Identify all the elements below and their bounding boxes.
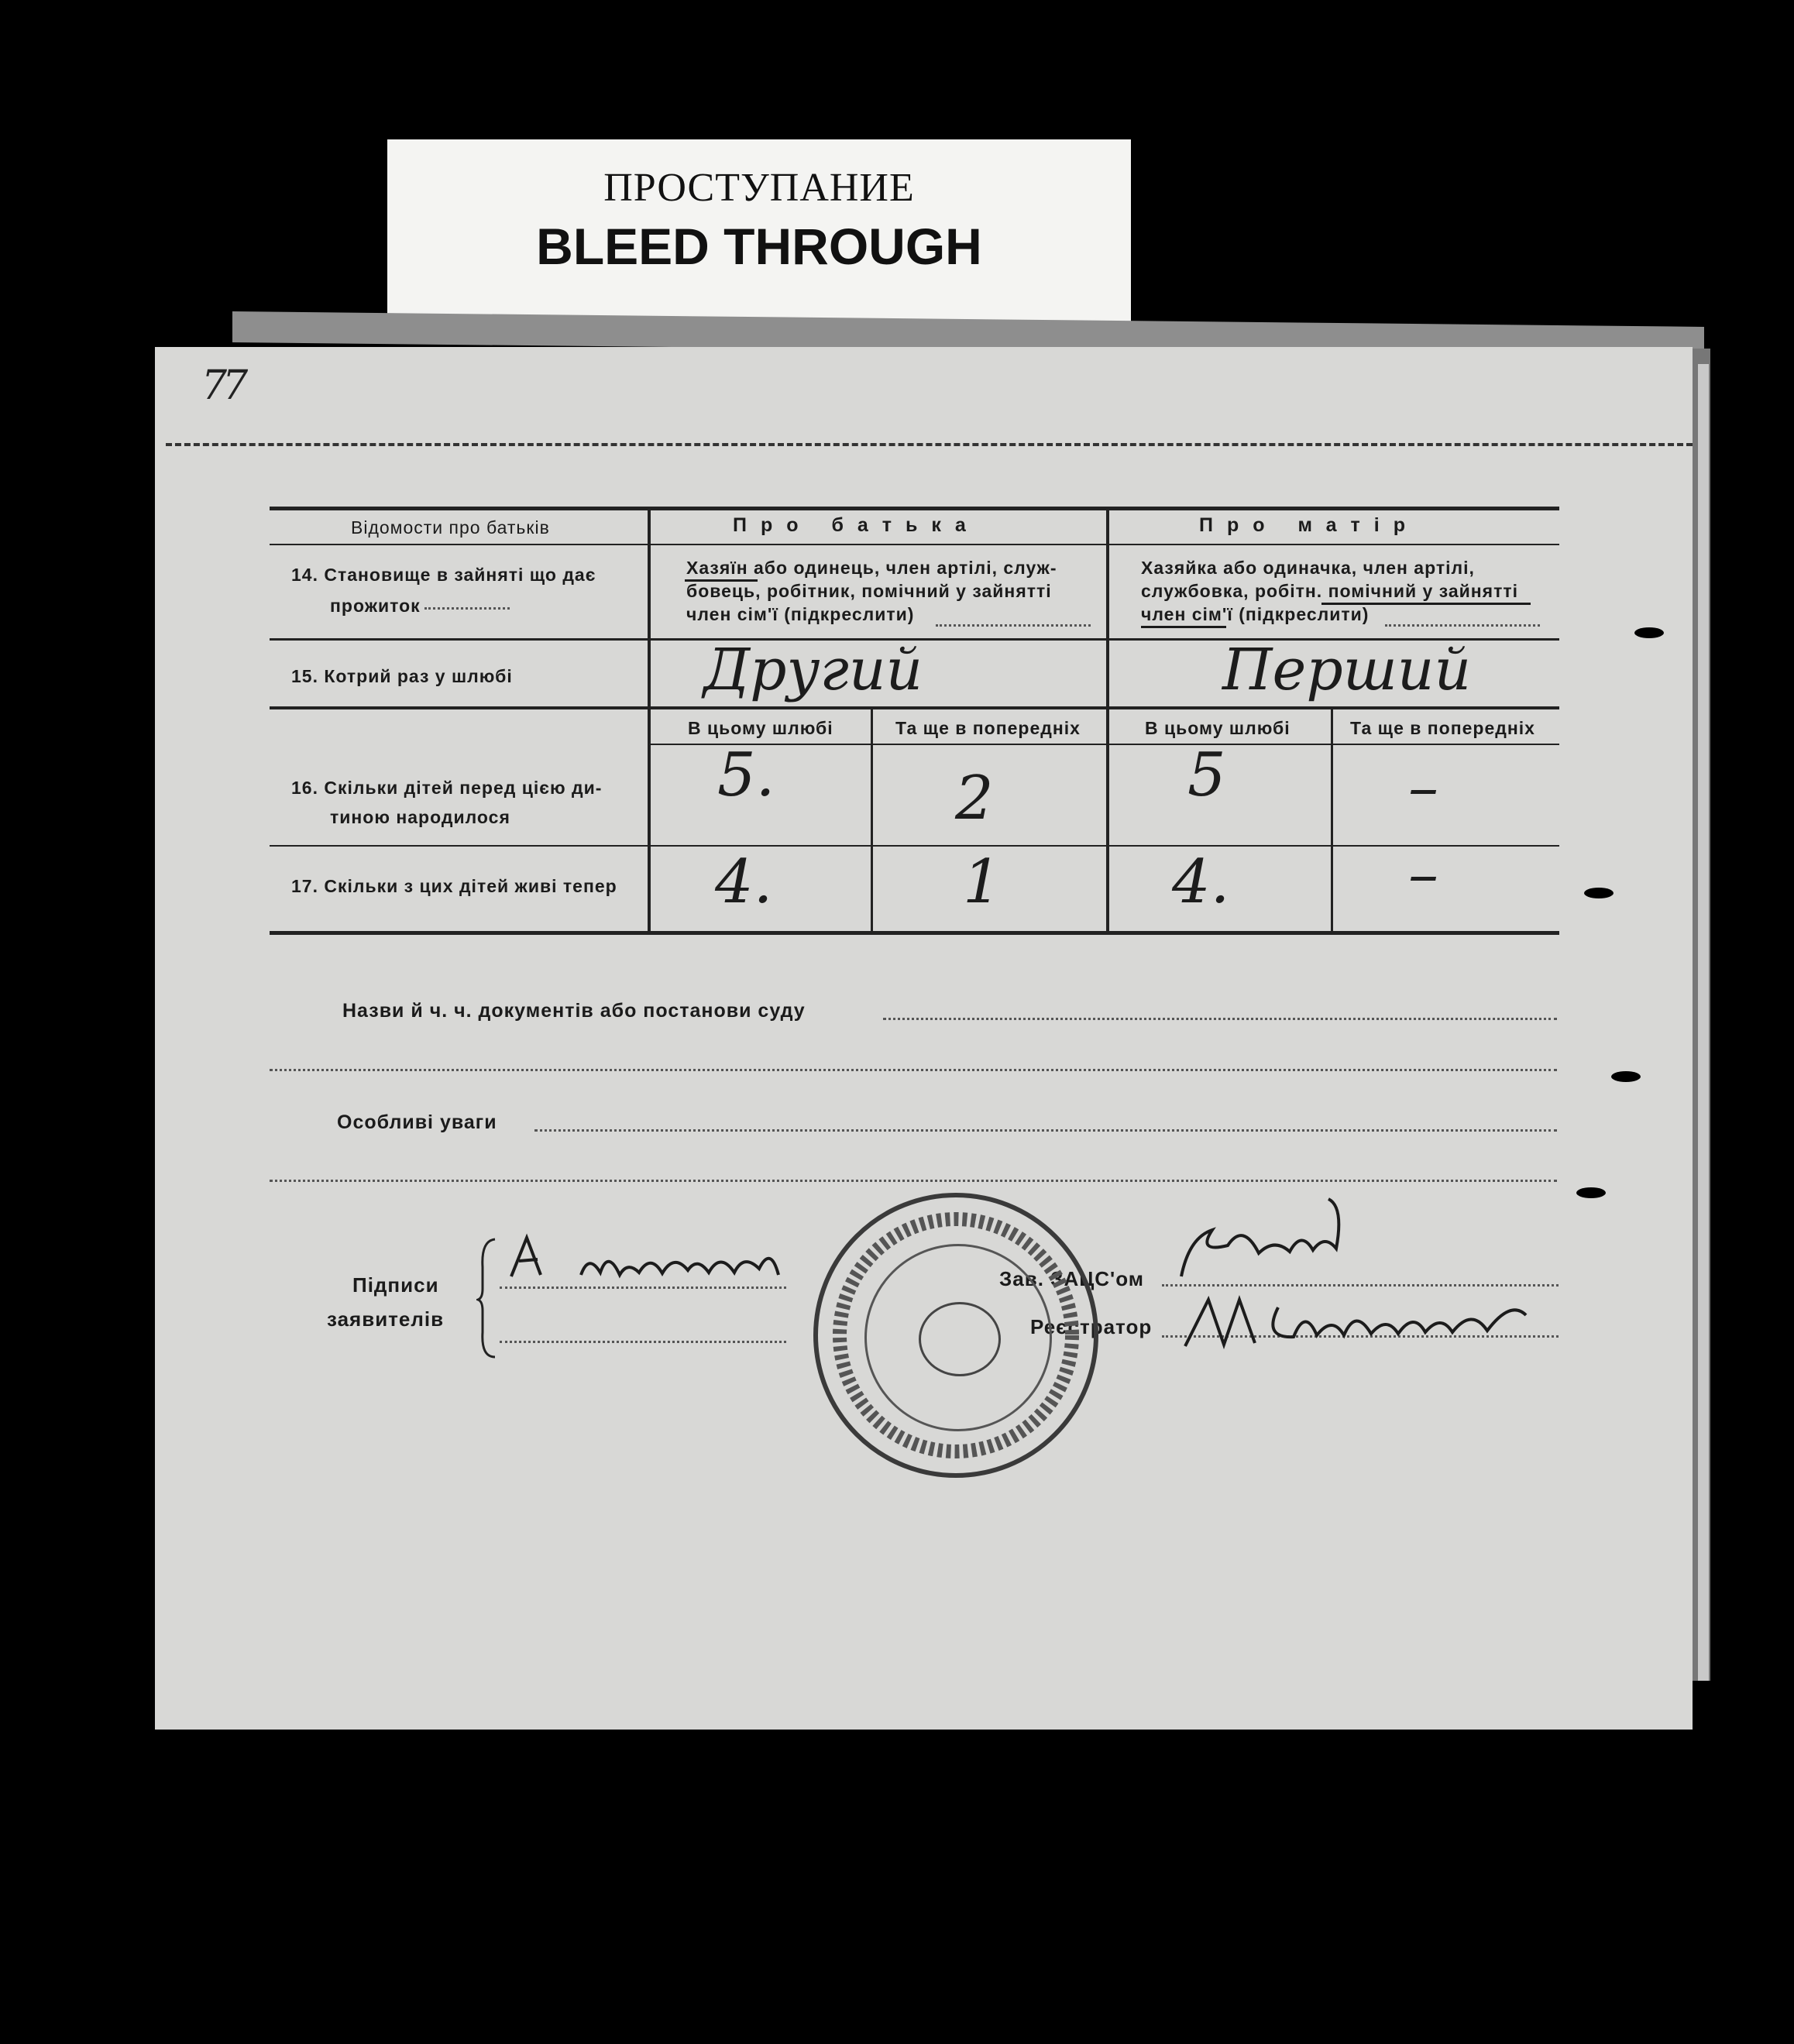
subheader-father-current: В цьому шлюбі <box>688 718 833 738</box>
bleed-through-target-card <box>387 139 1131 333</box>
page-number: 77 <box>201 362 244 409</box>
documents-dots-2 <box>270 1069 1557 1071</box>
remarks-label: Особливі уваги <box>337 1111 497 1133</box>
row14-father-l3: член сім'ї (підкреслити) <box>686 604 915 624</box>
row14-mother-l2: службовка, робітн. помічний у зайнятті <box>1141 581 1519 601</box>
subheader-father-previous: Та ще в попередніх <box>895 718 1081 738</box>
row16-mother-current: 5 <box>1187 740 1226 810</box>
document-sheet <box>155 347 1693 1730</box>
table-col-rule-father-split <box>871 706 873 935</box>
row16-mother-previous: – <box>1408 753 1438 823</box>
row14-label-l1: 14. Становище в зайняті що дає <box>291 565 596 585</box>
subheader-mother-previous: Та ще в попередніх <box>1350 718 1535 738</box>
table-col-rule-1 <box>648 507 651 935</box>
perforation-line <box>166 443 1693 446</box>
registrar-label: Реєстратор <box>1030 1315 1153 1338</box>
table-rule-header <box>270 544 1559 545</box>
row14-father-underline <box>685 579 758 582</box>
row16-label-l2: тиною народилося <box>330 807 510 827</box>
applicant-signature <box>503 1230 829 1292</box>
row17-mother-previous: – <box>1408 840 1438 909</box>
table-rule-16 <box>270 845 1559 847</box>
head-signature <box>1166 1191 1367 1292</box>
table-rule-top <box>270 507 1559 510</box>
row17-father-previous: 1 <box>963 847 1002 917</box>
target-label-en: BLEED THROUGH <box>536 218 982 275</box>
stack-edge-right-light <box>1698 364 1709 1681</box>
signatures-label-l2: заявителів <box>327 1307 445 1331</box>
row17-label: 17. Скільки з цих дітей живі тепер <box>291 876 617 896</box>
row14-mother-dots <box>1385 624 1540 627</box>
row14-father-l2: бовець, робітник, помічний у зайнятті <box>686 581 1052 601</box>
subheader-mother-current: В цьому шлюбі <box>1145 718 1291 738</box>
remarks-dots-2 <box>270 1180 1557 1182</box>
binding-hole <box>1611 1071 1641 1082</box>
binding-hole <box>1634 627 1664 638</box>
row14-mother-l1: Хазяйка або одиначка, член артілі, <box>1141 558 1475 578</box>
row16-father-previous: 2 <box>955 764 994 833</box>
row17-father-current: 4. <box>715 847 773 917</box>
row14-label-l2: прожиток <box>330 596 421 616</box>
header-parents-info: Відомости про батьків <box>351 517 550 538</box>
target-label-ru: ПРОСТУПАНИЕ <box>603 166 915 210</box>
binding-hole <box>1584 888 1614 898</box>
head-label: Зав. ЗАЦС'ом <box>999 1267 1144 1290</box>
applicant-line-1 <box>500 1287 786 1289</box>
row14-mother-underline-1 <box>1321 603 1531 605</box>
row14-mother-underline-2 <box>1141 626 1226 628</box>
table-rule-subheader <box>649 744 1559 745</box>
row15-label: 15. Котрий раз у шлюбі <box>291 666 513 686</box>
applicant-line-2 <box>500 1341 786 1343</box>
documents-dots <box>883 1018 1557 1020</box>
table-rule-15 <box>270 706 1559 709</box>
row14-father-dots <box>936 624 1091 627</box>
row14-father-l1: Хазяїн або одинець, член артілі, служ- <box>686 558 1057 578</box>
signatures-label-l1: Підписи <box>352 1273 439 1297</box>
table-col-rule-mother-split <box>1331 706 1333 935</box>
documents-label: Назви й ч. ч. документів або постанови суду <box>342 1000 806 1022</box>
signatures-brace <box>476 1236 500 1360</box>
table-rule-bottom <box>270 931 1559 935</box>
official-stamp <box>813 1193 1098 1478</box>
registrar-signature <box>1177 1284 1534 1362</box>
row15-mother-value: Перший <box>1222 637 1472 703</box>
row16-father-current: 5. <box>717 740 775 810</box>
row16-label-l1: 16. Скільки дітей перед цією ди- <box>291 778 603 798</box>
row17-mother-current: 4. <box>1172 847 1230 917</box>
table-col-rule-2 <box>1106 507 1109 935</box>
remarks-dots <box>534 1129 1557 1132</box>
header-mother: Про матір <box>1199 514 1419 536</box>
binding-hole <box>1576 1187 1606 1198</box>
header-father: Про батька <box>733 514 980 536</box>
row15-father-value: Другий <box>703 637 923 703</box>
row14-leader-dots <box>424 607 510 610</box>
row14-mother-l3: член сім'ї (підкреслити) <box>1141 604 1370 624</box>
